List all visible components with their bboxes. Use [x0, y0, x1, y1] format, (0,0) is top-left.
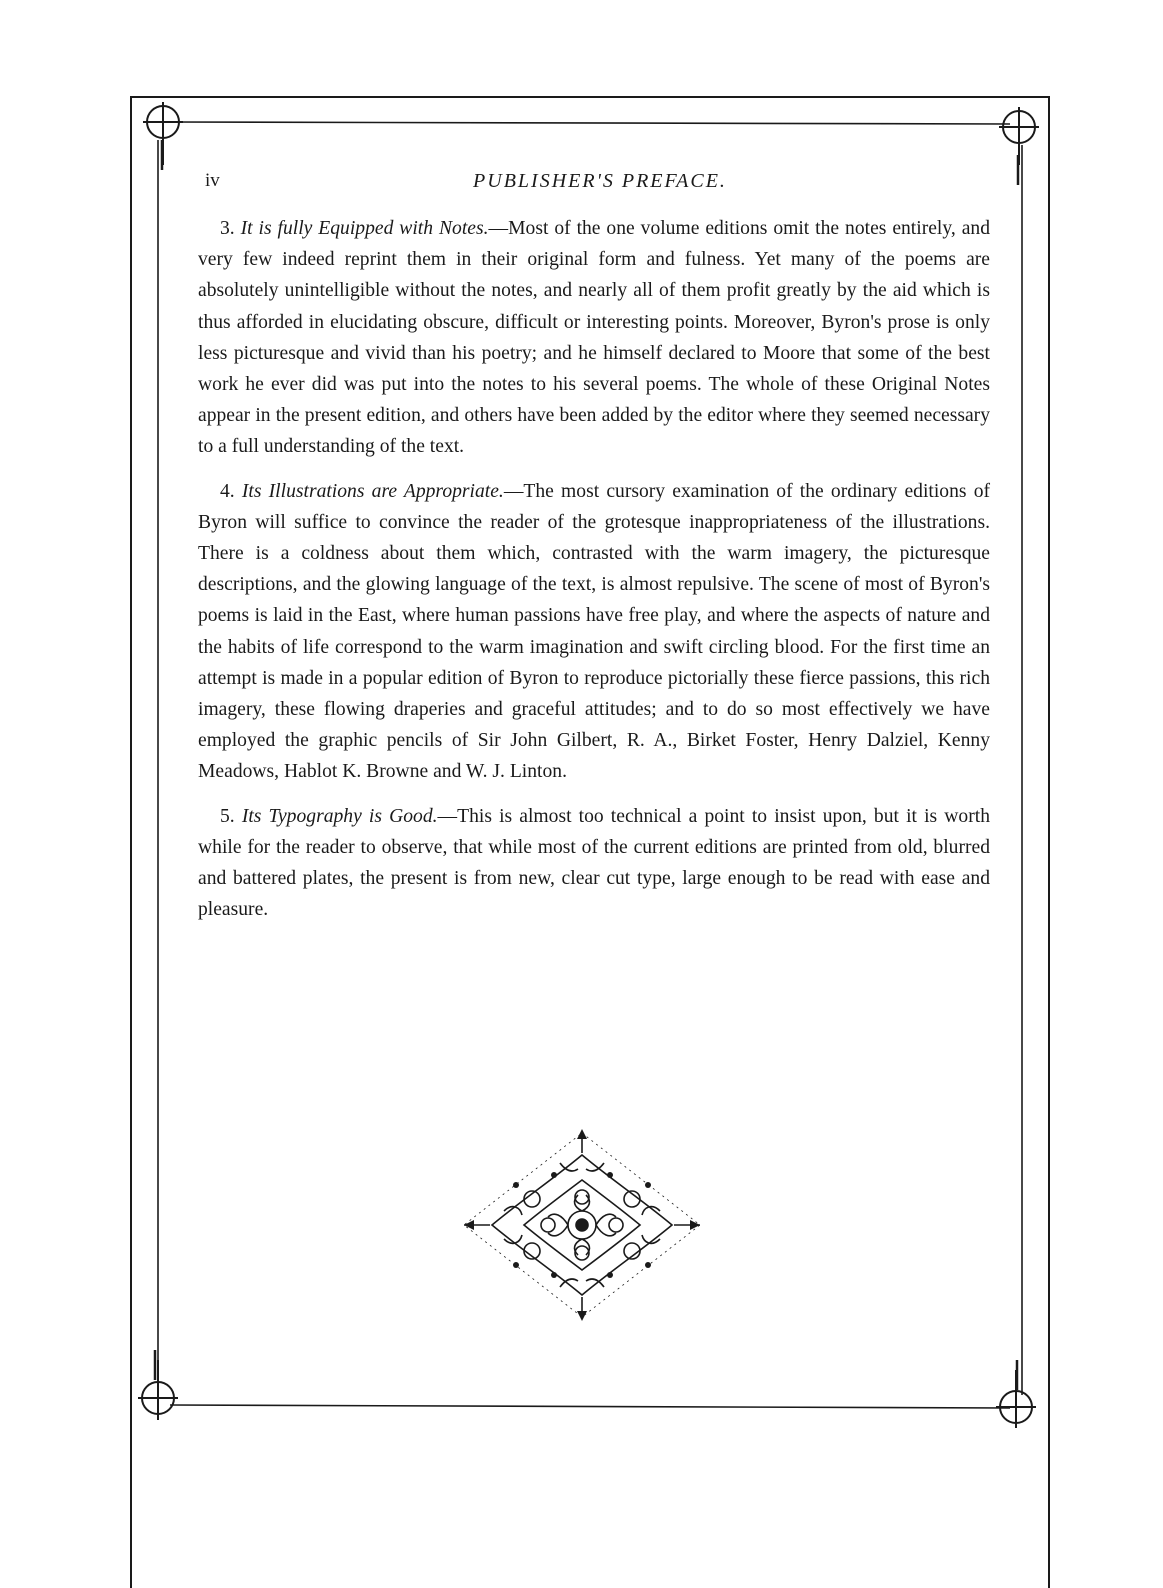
section-heading: Its Illustrations are Appropriate.	[241, 480, 504, 502]
page-title: PUBLISHER'S PREFACE.	[473, 170, 727, 192]
section-heading: It is fully Equipped with Notes.	[240, 218, 489, 239]
body-text	[198, 213, 990, 938]
floral-diamond-ornament-icon	[460, 1125, 705, 1325]
corner-ornament-icon	[996, 1370, 1036, 1428]
corner-ornament-icon	[143, 102, 183, 165]
section-text: —This is almost too technical a point to insist upon, but it is worth while for the reader to observe, that while most of the current editions are printed from old, blurred and battered plates, the present is from new, clear cut type, large enough to be read with ease and pleasure.	[198, 805, 990, 921]
section-paragraph	[198, 476, 990, 788]
section-text: —Most of the one volume editions omit the notes entirely, and very few indeed reprint them in their original form and fulness. Yet many of the poems are absolutely unintelligible without the notes, and nearly all of them profit greatly by the aid which is thus afforded in elucidating obscure, difficult or interesting points. Moreover, Byron's prose is only less picturesque and vivid than his poetry; and he himself declared to Moore that some of the best work he ever did was put into the notes to his several poems. The whole of these Original Notes appear in the present edition, and others have been added by the editor where they seemed necessary to a full understanding of the text.	[198, 218, 991, 458]
section-number: 3.	[220, 218, 235, 239]
section-text: —The most cursory examination of the ordinary editions of Byron will suffice to convince the reader of the grotesque inappropriateness of the illustrations. There is a coldness about them which, contrasted with the warm imagery, the picturesque descriptions, and the glowing language of the text, is almost repulsive. The scene of most of Byron's poems is laid in the East, where human passions have free play, and where the aspects of nature and the habits of life correspond to the warm imagination and swift circling blood. For the first time an attempt is made in a popular edition of Byron to reproduce pictorially these fierce passions, this rich imagery, these flowing draperies and graceful attitudes; and to do so most effectively we have employed the graphic pencils of Sir John Gilbert, R. A., Birket Foster, Henry Dalziel, Kenny Meadows, Hablot K. Browne and W. J. Linton.	[198, 480, 991, 783]
page-number: iv	[205, 170, 220, 191]
section-number: 5.	[220, 805, 235, 827]
running-head	[205, 170, 995, 200]
section-heading: Its Typography is Good.	[241, 805, 438, 827]
section-paragraph	[198, 213, 990, 463]
corner-ornament-icon	[138, 1360, 178, 1420]
section-paragraph	[198, 801, 990, 926]
section-number: 4.	[220, 480, 235, 502]
corner-ornament-icon	[999, 107, 1039, 165]
